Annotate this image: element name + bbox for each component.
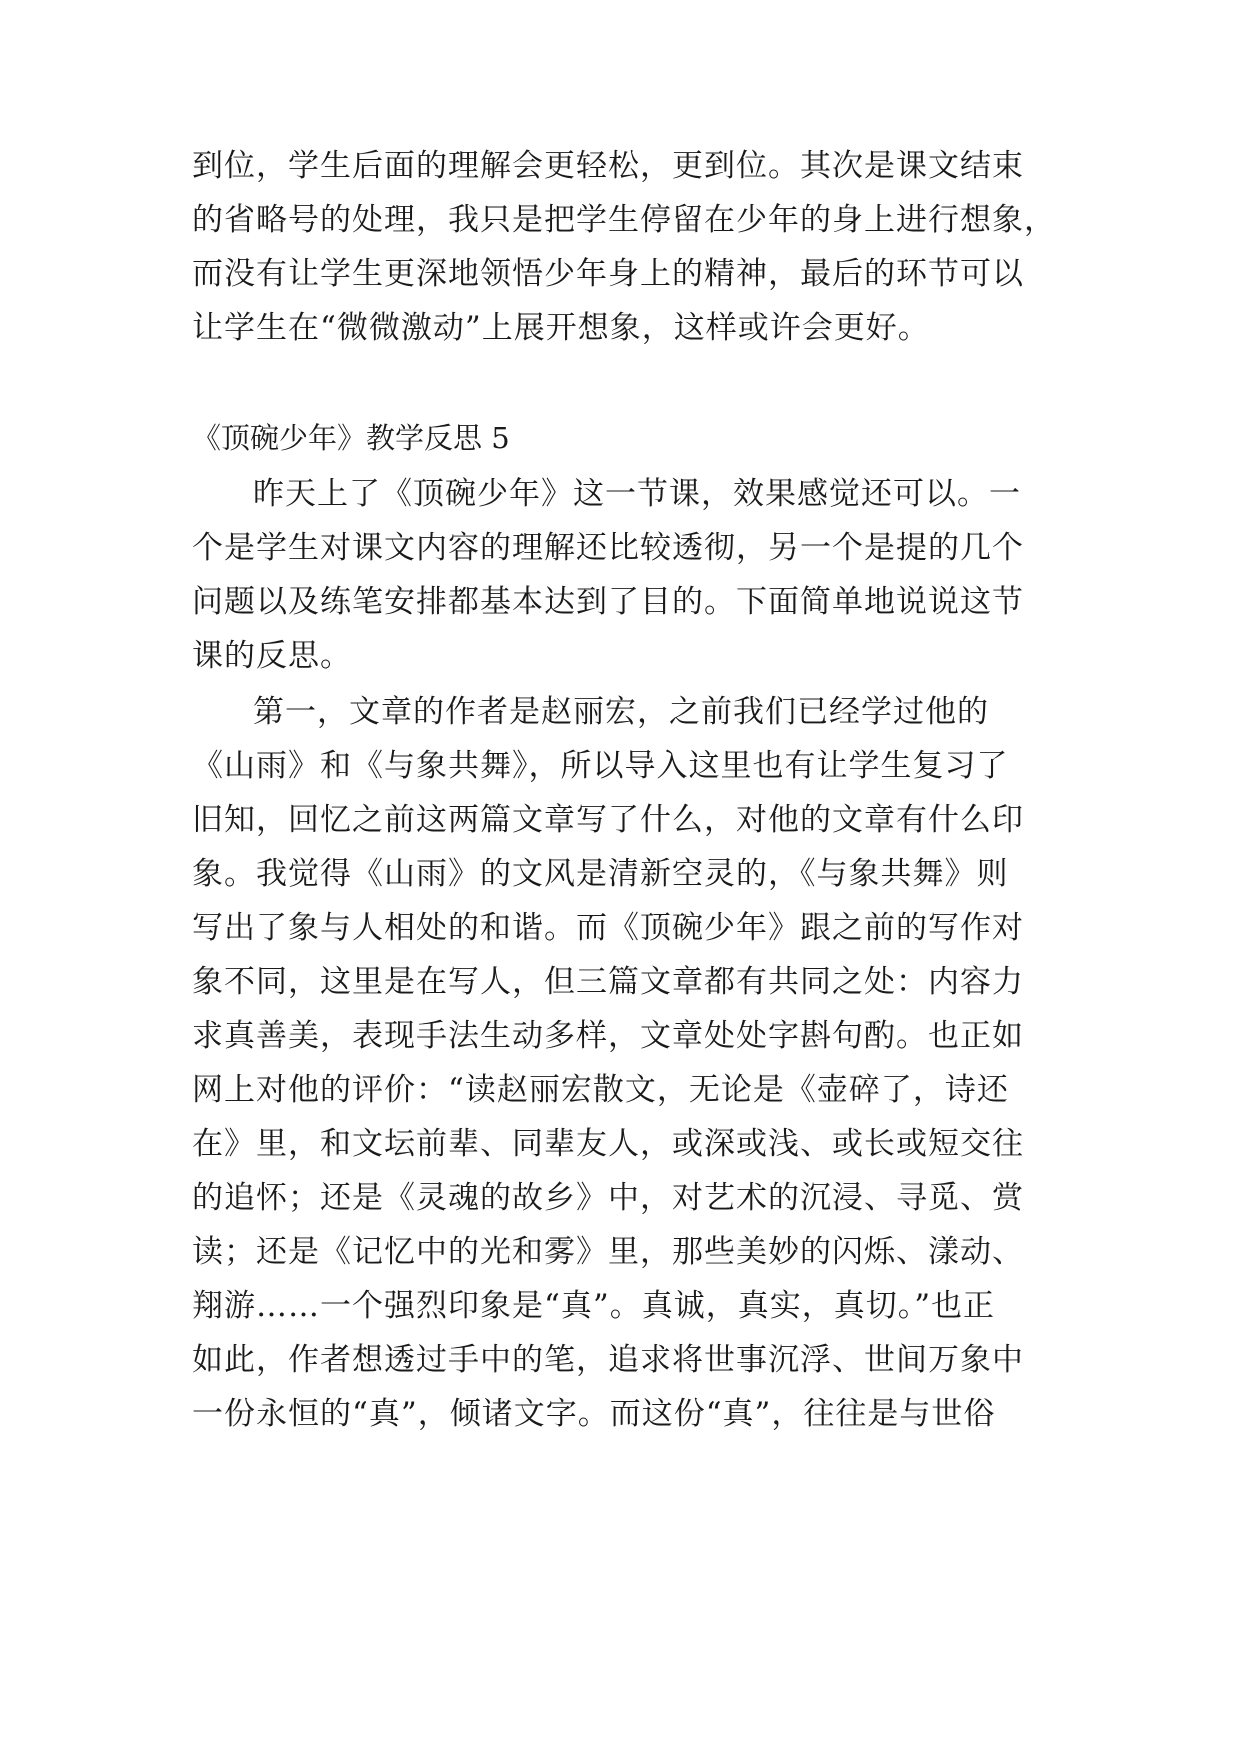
text-line: 的省略号的处理，我只是把学生停留在少年的身上进行想象，	[192, 202, 1056, 238]
text-line: 个是学生对课文内容的理解还比较透彻，另一个是提的几个	[192, 530, 1024, 566]
text-line: 象。我觉得《山雨》的文风是清新空灵的，《与象共舞》则	[192, 856, 1009, 892]
section-title: 《顶碗少年》教学反思 5	[192, 421, 510, 455]
text-line: 写出了象与人相处的和谐。而《顶碗少年》跟之前的写作对	[192, 910, 1024, 946]
text-line: 到位，学生后面的理解会更轻松，更到位。其次是课文结束	[192, 148, 1024, 184]
text-line: 而没有让学生更深地领悟少年身上的精神，最后的环节可以	[192, 256, 1024, 292]
text-line: 网上对他的评价：“读赵丽宏散文，无论是《壶碎了，诗还	[192, 1072, 1009, 1108]
text-line: 昨天上了《顶碗少年》这一节课，效果感觉还可以。一	[253, 476, 1021, 512]
text-line: 求真善美，表现手法生动多样，文章处处字斟句酌。也正如	[192, 1018, 1024, 1054]
text-line: 如此，作者想透过手中的笔，追求将世事沉浮、世间万象中	[192, 1342, 1024, 1378]
text-line: 第一，文章的作者是赵丽宏，之前我们已经学过他的	[253, 694, 989, 730]
text-line: 问题以及练笔安排都基本达到了目的。下面简单地说说这节	[192, 584, 1024, 620]
text-line: 一份永恒的“真”，倾诸文字。而这份“真”，往往是与世俗	[192, 1396, 996, 1432]
text-line: 旧知，回忆之前这两篇文章写了什么，对他的文章有什么印	[192, 802, 1024, 838]
text-line: 在》里，和文坛前辈、同辈友人，或深或浅、或长或短交往	[192, 1126, 1024, 1162]
text-line: 翔游……一个强烈印象是“真”。真诚，真实，真切。”也正	[192, 1288, 996, 1324]
text-line: 让学生在“微微激动”上展开想象，这样或许会更好。	[192, 310, 930, 346]
text-line: 读；还是《记忆中的光和雾》里，那些美妙的闪烁、漾动、	[192, 1234, 1024, 1270]
text-line: 的追怀；还是《灵魂的故乡》中，对艺术的沉浸、寻觅、赏	[192, 1180, 1024, 1216]
text-line: 课的反思。	[192, 638, 352, 674]
text-line: 《山雨》和《与象共舞》，所以导入这里也有让学生复习了	[192, 748, 1009, 784]
text-line: 象不同，这里是在写人，但三篇文章都有共同之处：内容力	[192, 964, 1024, 1000]
